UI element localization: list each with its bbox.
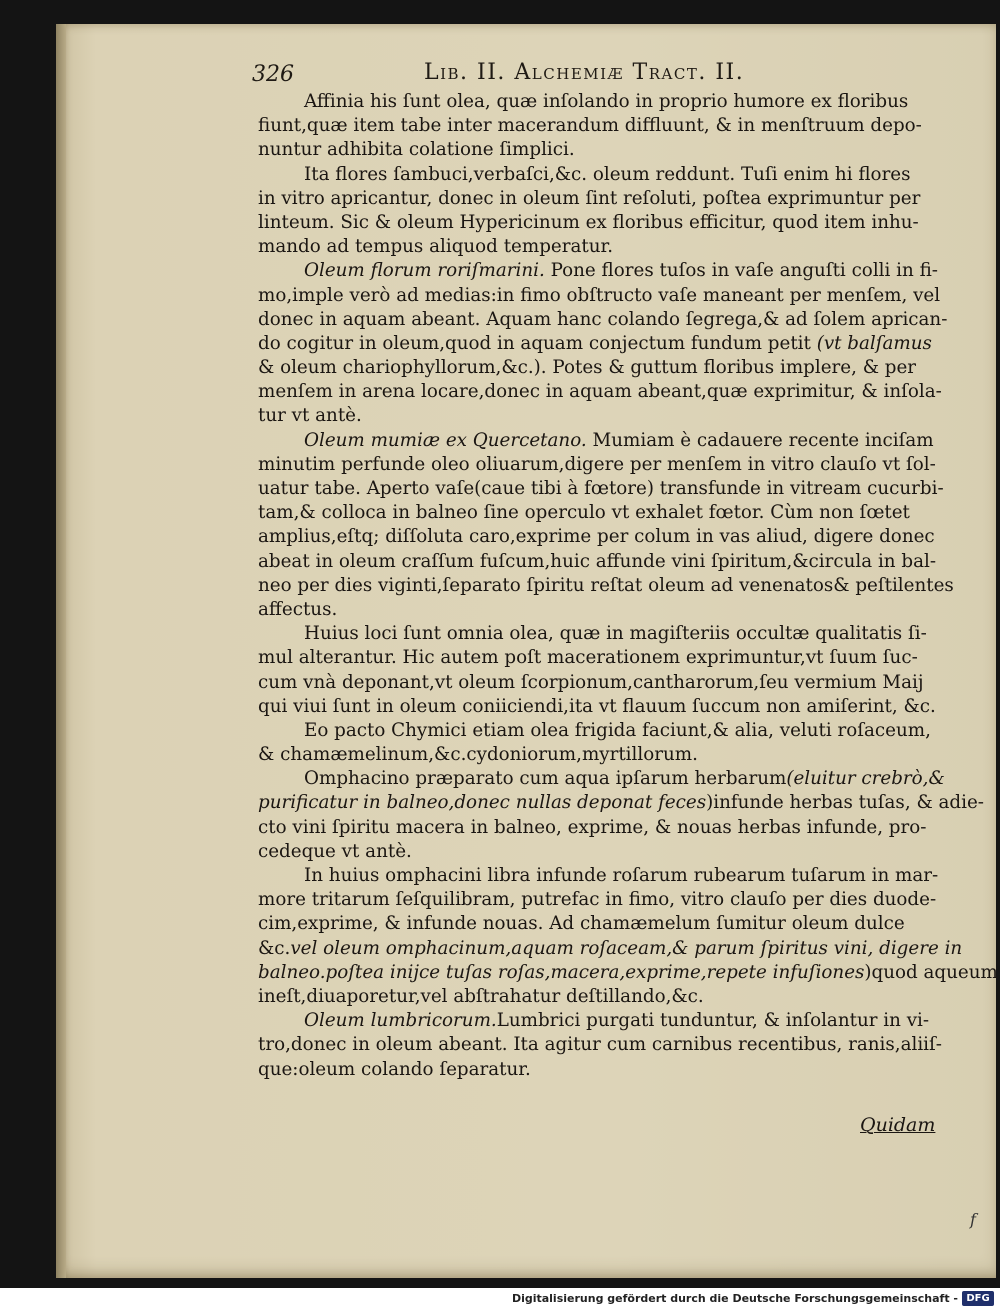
text-line: ineſt,diuaporetur,vel abſtrahatur deſtillando,&c. xyxy=(258,985,704,1007)
section-title: Oleum florum roriſmarini. xyxy=(304,260,545,282)
text-line: & oleum chariophyllorum,&c.). Potes & guttum floribus implere, & per xyxy=(258,357,917,379)
text-line: donec in aquam abeant. Aquam hanc colando ſegrega,& ad ſolem aprican- xyxy=(258,308,948,330)
text-line: cim,exprime, & infunde nouas. Ad chamæmelum ſumitur oleum dulce xyxy=(258,913,905,935)
text-line: menſem in arena locare,donec in aquam abeant,quæ exprimitur, & inſola- xyxy=(258,381,942,403)
text-line: amplius,eſtq; diſſoluta caro,exprime per colum in vas aliud, digere donec xyxy=(258,526,935,548)
text-line: cum vnà deponant,vt oleum ſcorpionum,cantharorum,ſeu vermium Maij xyxy=(258,671,924,693)
text-line: neo per dies viginti,ſeparato ſpiritu reſtat oleum ad venenatos& peſtilentes xyxy=(258,574,954,596)
footer-bar xyxy=(0,1288,1000,1310)
text-fragment: &c. xyxy=(258,937,291,959)
text-line xyxy=(258,961,998,985)
text-line: tur vt antè. xyxy=(258,405,362,427)
footer-credit: Digitalisierung gefördert durch die Deutsche Forschungsgemeinschaft - xyxy=(511,1292,958,1305)
text-fragment: )quod aqueum xyxy=(864,961,998,983)
text-fragment: do cogitur in oleum,quod in aquam conjectum fundum petit xyxy=(258,332,817,354)
italic-fragment: balneo.poſtea inijce tuſas roſas,macera,exprime,repete infuſiones xyxy=(258,961,865,983)
text-line: mul alterantur. Hic autem poſt macerationem exprimuntur,vt ſuum ſuc- xyxy=(258,647,918,669)
text-line: Affinia his ſunt olea, quæ inſolando in proprio humore ex floribus xyxy=(304,91,909,112)
text-line: linteum. Sic & oleum Hypericinum ex floribus efficitur, quod item inhu- xyxy=(258,211,919,233)
text-line: tam,& colloca in balneo ſine operculo vt exhalet fœtor. Cùm non ſœtet xyxy=(258,502,910,524)
section-title: Oleum mumiæ ex Quercetano. xyxy=(304,429,587,451)
text-line: uatur tabe. Aperto vaſe(caue tibi à fœtore) transfunde in vitream cucurbi- xyxy=(258,478,944,499)
text-line xyxy=(258,767,945,791)
text-line: affectus. xyxy=(258,598,338,620)
page-gutter xyxy=(56,24,66,1278)
text-line: & chamæmelinum,&c.cydoniorum,myrtillorum. xyxy=(258,744,698,766)
body-text xyxy=(258,90,998,1082)
text-line: abeat in oleum craſſum fuſcum,huic affunde vini ſpiritum,&circula in bal- xyxy=(258,550,937,572)
text-line: qui viui ſunt in oleum coniiciendi,ita vt flauum ſuccum non amiſerint, &c. xyxy=(258,695,936,717)
text-line: Ita flores ſambuci,verbaſci,&c. oleum reddunt. Tuſi enim hi flores xyxy=(304,163,911,185)
italic-fragment: vel oleum omphacinum,aquam roſaceam,& parum ſpiritus vini, digere in xyxy=(290,937,963,959)
text-line: mo,imple verò ad medias:in fimo obſtructo vaſe maneant per menſem, vel xyxy=(258,284,941,306)
text-line xyxy=(258,791,984,815)
text-fragment: Mumiam è cadauere recente inciſam xyxy=(586,429,934,451)
catchword: Quidam xyxy=(860,1114,936,1136)
text-line: cto vini ſpiritu macera in balneo, exprime, & nouas herbas infunde, pro- xyxy=(258,816,927,838)
italic-fragment: (eluitur crebrò,& xyxy=(786,768,945,790)
text-fragment: Lumbrici purgati tunduntur, & inſolantur in vi- xyxy=(496,1010,930,1032)
text-line: more tritarum ſeſquilibram, putrefac in fimo, vitro clauſo per dies duode- xyxy=(258,889,937,911)
text-line xyxy=(258,332,938,356)
text-line: in vitro apricantur, donec in oleum ſint reſoluti, poſtea exprimuntur per xyxy=(258,187,921,209)
text-line: mando ad tempus aliquod temperatur. xyxy=(258,236,614,258)
page-mark: f xyxy=(970,1210,976,1229)
text-line: cedeque vt antè. xyxy=(258,840,412,862)
page-number: 326 xyxy=(252,62,294,87)
running-head: Lib. II. Alchemiæ Tract. II. xyxy=(424,60,745,85)
section-title: Oleum lumbricorum. xyxy=(304,1010,497,1032)
text-line: nuntur adhibita colatione ſimplici. xyxy=(258,139,575,161)
text-line: minutim perfunde oleo oliuarum,digere per menſem in vitro clauſo vt ſol- xyxy=(258,453,936,475)
text-fragment: )infunde herbas tuſas, & adie- xyxy=(706,792,984,814)
text-line xyxy=(258,259,938,283)
italic-fragment: purificatur in balneo,donec nullas deponat feces xyxy=(258,792,707,814)
text-line xyxy=(258,937,963,961)
text-fragment: Pone flores tuſos in vaſe anguſti colli in fi- xyxy=(544,260,938,282)
text-fragment: Omphacino præparato cum aqua ipſarum herbarum xyxy=(304,768,787,790)
text-line: Huius loci ſunt omnia olea, quæ in magiſteriis occultæ qualitatis ſi- xyxy=(304,623,927,645)
text-line: fiunt,quæ item tabe inter macerandum diffluunt, & in menſtruum depo- xyxy=(258,115,922,137)
text-line: Eo pacto Chymici etiam olea frigida faciunt,& alia, veluti roſaceum, xyxy=(304,719,931,741)
text-line: tro,donec in oleum abeant. Ita agitur cum carnibus recentibus, ranis,aliiſ- xyxy=(258,1034,942,1056)
text-line: In huius omphacini libra infunde roſarum rubearum tuſarum in mar- xyxy=(304,865,939,886)
text-line xyxy=(258,1009,938,1033)
text-line: que:oleum colando ſeparatur. xyxy=(258,1058,531,1080)
italic-fragment: (vt balſamus xyxy=(816,332,932,354)
text-line xyxy=(258,429,938,453)
dfg-logo-icon: DFG xyxy=(962,1291,994,1306)
